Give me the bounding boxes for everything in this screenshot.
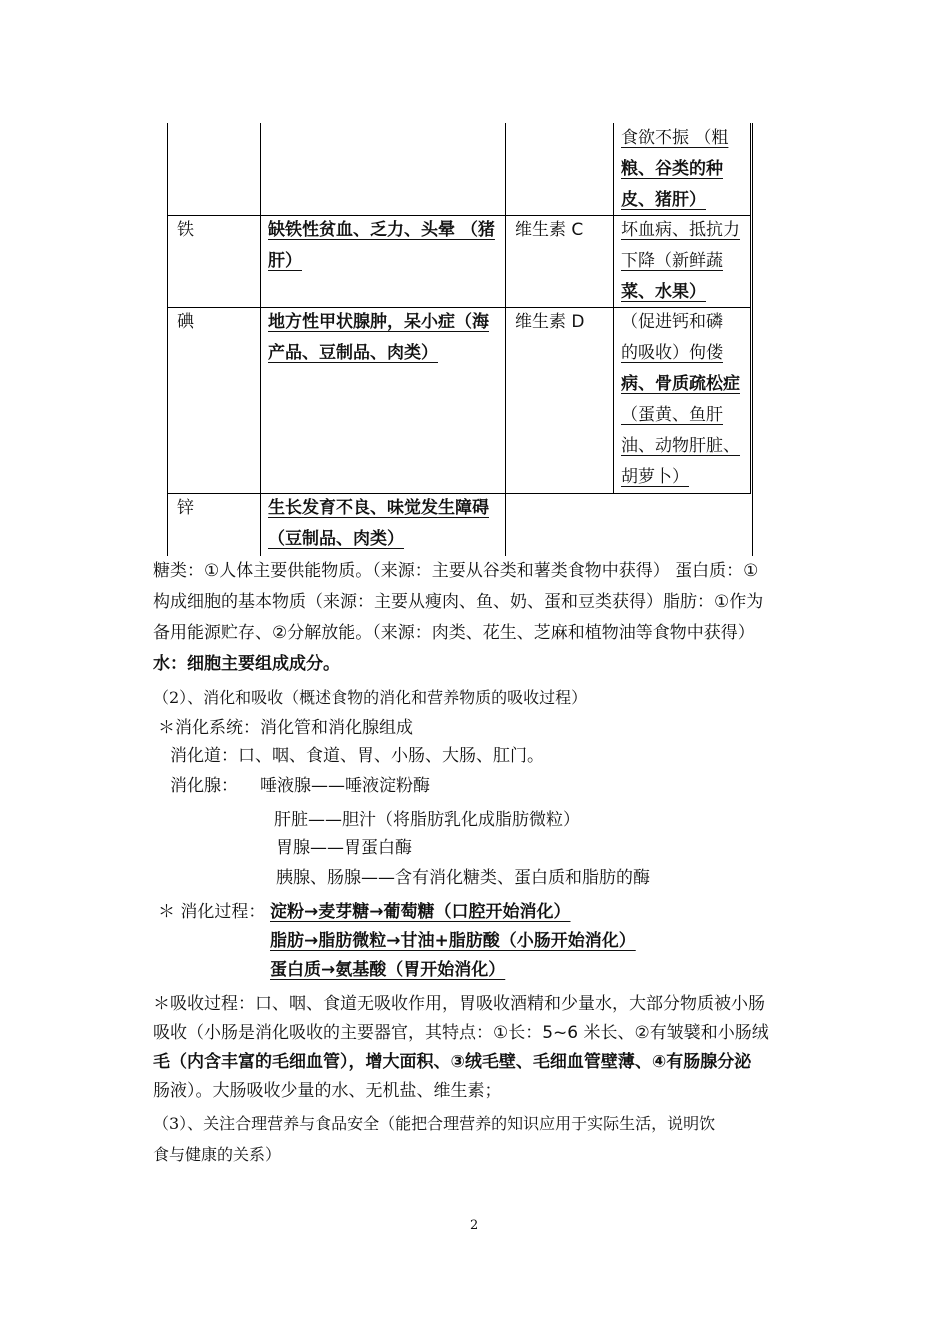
absorption-line: 吸收（小肠是消化吸收的主要器官，其特点：①长：5~6 米长、②有皱襞和小肠绒: [153, 1023, 769, 1043]
mineral-name: 碘: [177, 312, 194, 332]
vitamin-name: 维生素 C: [515, 220, 584, 240]
gland-item: 胃腺——胃蛋白酶: [276, 838, 412, 858]
nutrients-line: 备用能源贮存、②分解放能。（来源：肉类、花生、芝麻和植物油等食物中获得）: [153, 623, 755, 643]
gland-item: 唾液腺——唾液淀粉酶: [260, 776, 430, 796]
cell-line: 肝）: [268, 251, 302, 271]
table-cell: [621, 215, 740, 308]
table-border: [752, 123, 753, 556]
table-cell: [515, 215, 583, 246]
process-label: ＊ 消化过程：: [158, 902, 266, 922]
cell-line: 的吸收）佝偻: [621, 343, 723, 363]
table-border: [167, 123, 168, 556]
cell-line: （蛋黄、鱼肝: [621, 405, 723, 425]
table-cell: [268, 493, 489, 555]
process-item: 蛋白质→氨基酸（胃开始消化）: [270, 960, 506, 980]
absorption-line: 肠液）。大肠吸收少量的水、无机盐、维生素；: [153, 1081, 502, 1101]
gland-item: 肝脏——胆汁（将脂肪乳化成脂肪微粒）: [274, 810, 580, 830]
gland-item: 胰腺、肠腺——含有消化糖类、蛋白质和脂肪的酶: [276, 868, 650, 888]
table-cell: [177, 307, 194, 338]
cell-line: 食欲不振 （粗: [621, 128, 729, 148]
glands-label: 消化腺：: [170, 776, 238, 796]
mineral-name: 锌: [177, 498, 194, 518]
nutrients-line: 水：细胞主要组成成分。: [153, 654, 340, 674]
digestive-system: ＊消化系统：消化管和消化腺组成: [158, 718, 413, 738]
table-cell: [515, 307, 585, 338]
page-number: 2: [470, 1218, 479, 1233]
cell-line: 胡萝卜）: [621, 467, 689, 487]
section-heading: （2）、消化和吸收（概述食物的消化和营养物质的吸收过程）: [153, 688, 588, 707]
process-item: 淀粉→麦芽糖→葡萄糖（口腔开始消化）: [270, 902, 571, 922]
nutrients-line: 构成细胞的基本物质（来源：主要从瘦肉、鱼、奶、蛋和豆类获得）脂肪：①作为: [153, 592, 764, 612]
section-heading: 食与健康的关系）: [153, 1145, 282, 1164]
cell-line: 下降（新鲜蔬: [621, 251, 723, 271]
table-border: [613, 123, 614, 494]
nutrients-line: 糖类：①人体主要供能物质。（来源：主要从谷类和薯类食物中获得） 蛋白质：①: [153, 561, 759, 581]
cell-line: 病、骨质疏松症: [621, 374, 740, 394]
cell-line: 地方性甲状腺肿，呆小症（海: [268, 312, 489, 332]
table-cell: [177, 493, 194, 524]
mineral-name: 铁: [177, 220, 194, 240]
cell-line: 缺铁性贫血、乏力、头晕 （猪: [268, 220, 495, 240]
digestive-canal: 消化道：口、咽、食道、胃、小肠、大肠、肛门。: [170, 746, 544, 766]
table-border: [750, 123, 751, 494]
cell-line: 坏血病、抵抗力: [621, 220, 740, 240]
cell-line: （豆制品、肉类）: [268, 529, 404, 549]
absorption-line: 毛（内含丰富的毛细血管），增大面积、③绒毛壁、毛细血管壁薄、④有肠腺分泌: [153, 1052, 752, 1072]
cell-line: 粮、谷类的种: [621, 159, 723, 179]
cell-line: （促进钙和磷: [621, 312, 723, 332]
cell-line: 生长发育不良、味觉发生障碍: [268, 498, 489, 518]
process-item: 脂肪→脂肪微粒→甘油+脂肪酸（小肠开始消化）: [270, 931, 636, 951]
table-border: [505, 123, 506, 556]
cell-line: 皮、猪肝）: [621, 190, 706, 210]
vitamin-name: 维生素 D: [515, 312, 585, 332]
cell-line: 油、动物肝脏、: [621, 436, 740, 456]
cell-line: 产品、豆制品、肉类）: [268, 343, 438, 363]
table-cell: [621, 123, 728, 216]
table-cell: [177, 215, 194, 246]
table-border: [260, 123, 261, 556]
cell-line: 菜、水果）: [621, 282, 706, 302]
table-cell: [268, 215, 495, 277]
table-cell: [268, 307, 489, 369]
table-cell: [621, 307, 740, 493]
absorption-line: ＊吸收过程：口、咽、食道无吸收作用，胃吸收酒精和少量水，大部分物质被小肠: [153, 994, 765, 1014]
section-heading: （3）、关注合理营养与食品安全（能把合理营养的知识应用于实际生活，说明饮: [153, 1114, 716, 1133]
